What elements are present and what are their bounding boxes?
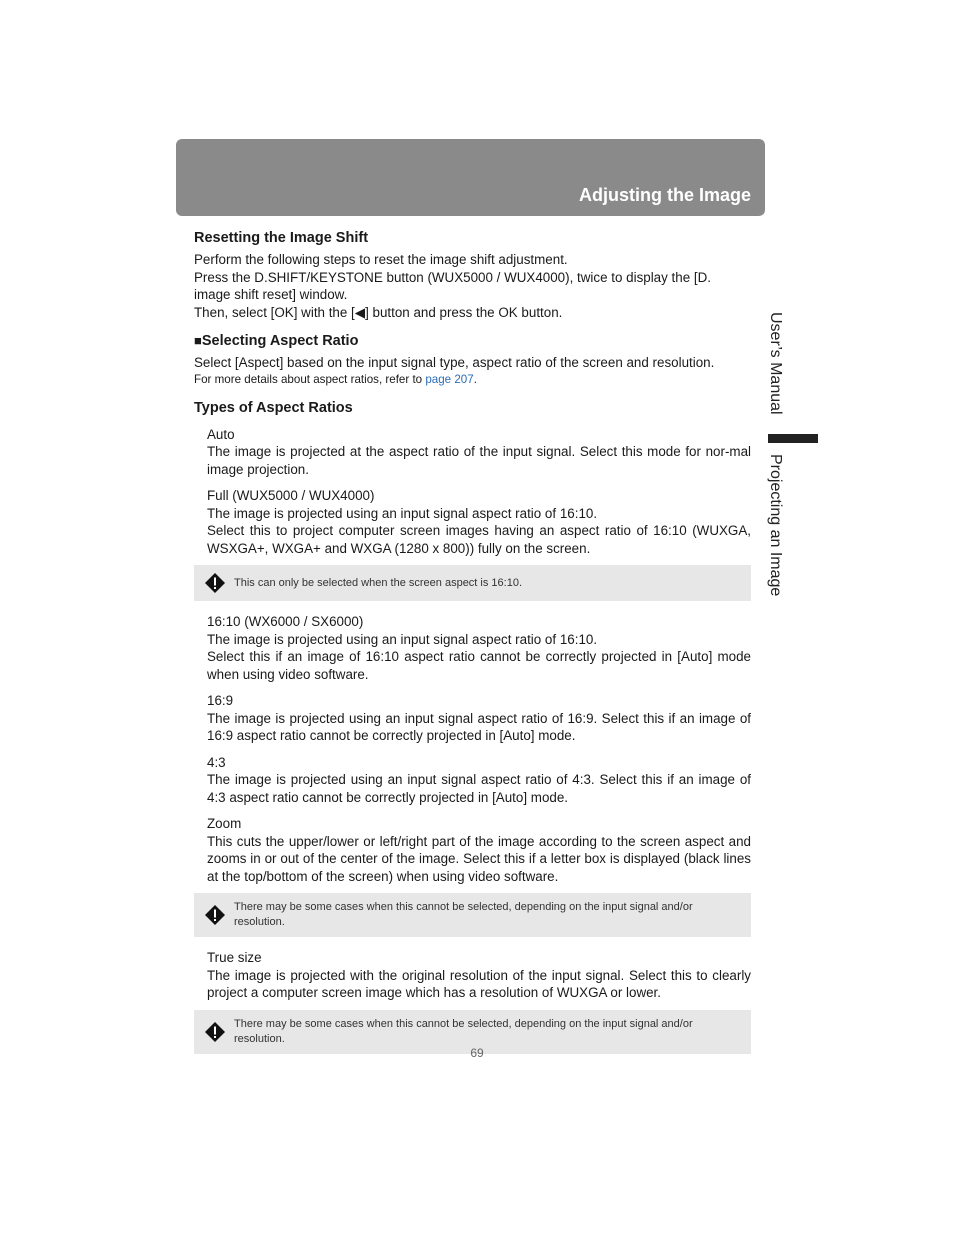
aspect-heading: ■Selecting Aspect Ratio: [194, 333, 359, 349]
reset-heading: Resetting the Image Shift: [194, 230, 369, 246]
item-title: Zoom: [207, 816, 242, 831]
note-box: [194, 893, 751, 937]
note-text: This can only be selected when the screen aspect is 16:10.: [234, 576, 523, 589]
item-body: The image is projected with the original resolution of the input signal. Select this to clearly project a computer screen image which has a resolution of WUXGA or lower.: [207, 967, 751, 1000]
header-bar: [176, 139, 765, 216]
caution-icon: [204, 572, 226, 594]
aspect-item-full: [207, 487, 751, 557]
item-title: True size: [207, 950, 262, 965]
item-body: The image is projected using an input signal aspect ratio of 4:3. Select this if an image of 4:3 aspect ratio cannot be correctly projected in [Auto] mode.: [207, 772, 751, 805]
item-body: The image is projected using an input signal aspect ratio of 16:10.: [207, 631, 598, 647]
page-207-link[interactable]: page 207: [425, 372, 474, 386]
side-tab-manual-label: User’s Manual: [767, 312, 784, 415]
aspect-line1: Select [Aspect] based on the input signal type, aspect ratio of the screen and resolution.: [194, 355, 715, 370]
main-content: [194, 228, 751, 1064]
aspect-item-16-9: [207, 692, 751, 745]
item-body-2: Select this to project computer screen images having an aspect ratio of 16:10 (WUXGA, WSXGA+, WXGA+ and WXGA (1280 x 800)) fully on the screen.: [207, 523, 751, 556]
item-body: The image is projected at the aspect ratio of the input signal. Select this mode for nor-mal image projection.: [207, 444, 751, 477]
left-arrow-icon: ◀: [354, 304, 366, 320]
note-text: There may be some cases when this cannot be selected, depending on the input signal and/or resolution.: [234, 1017, 693, 1045]
square-bullet-icon: ■: [194, 333, 202, 348]
aspect-item-16-10: [207, 613, 751, 683]
item-title: 4:3: [207, 754, 226, 770]
reset-line3: Then, select [OK] with the [◀] button and press the OK button.: [194, 304, 563, 320]
ok-key: OK: [498, 304, 518, 320]
page-title: Adjusting the Image: [578, 185, 751, 205]
aspect-item-true-size: [207, 949, 751, 1002]
reset-line2: Press the D.SHIFT/KEYSTONE button (WUX5000 / WUX4000), twice to display the [D. image shift reset] window.: [194, 269, 711, 302]
aspect-item-zoom: [207, 815, 751, 885]
item-title: Full (WUX5000 / WUX4000): [207, 488, 375, 503]
item-title: Auto: [207, 426, 235, 442]
item-body: This cuts the upper/lower or left/right part of the image according to the screen aspect and zooms in or out of the center of the image. Select this if a letter box is displayed (black lines at the top/bottom of the screen) when using video software.: [207, 833, 751, 884]
reset-line1: Perform the following steps to reset the image shift adjustment.: [194, 252, 568, 267]
aspect-item-auto: [207, 426, 751, 479]
item-title: 16:10 (WX6000 / SX6000): [207, 614, 364, 629]
aspect-reference: For more details about aspect ratios, refer to page 207.: [194, 372, 477, 386]
item-body: The image is projected using an input signal aspect ratio of 16:9. Select this if an image of 16:9 aspect ratio cannot be correctly projected in [Auto] mode.: [207, 710, 751, 743]
note-box: [194, 565, 751, 601]
item-body-2: Select this if an image of 16:10 aspect ratio cannot be correctly projected in [Auto] mode when using video software.: [207, 649, 751, 682]
dshift-keystone-key: D.SHIFT/KEYSTONE: [254, 269, 383, 285]
page-number: 69: [470, 1046, 484, 1060]
side-tab-chapter-label: Projecting an Image: [767, 454, 784, 597]
caution-icon: [204, 904, 226, 926]
aspect-item-4-3: [207, 754, 751, 807]
caution-icon: [204, 1021, 226, 1043]
note-text: There may be some cases when this cannot be selected, depending on the input signal and/or resolution.: [234, 901, 693, 928]
item-title: 16:9: [207, 693, 234, 708]
item-body: The image is projected using an input signal aspect ratio of 16:10.: [207, 505, 598, 521]
types-heading: Types of Aspect Ratios: [194, 399, 353, 416]
side-tab-divider: [768, 434, 818, 443]
